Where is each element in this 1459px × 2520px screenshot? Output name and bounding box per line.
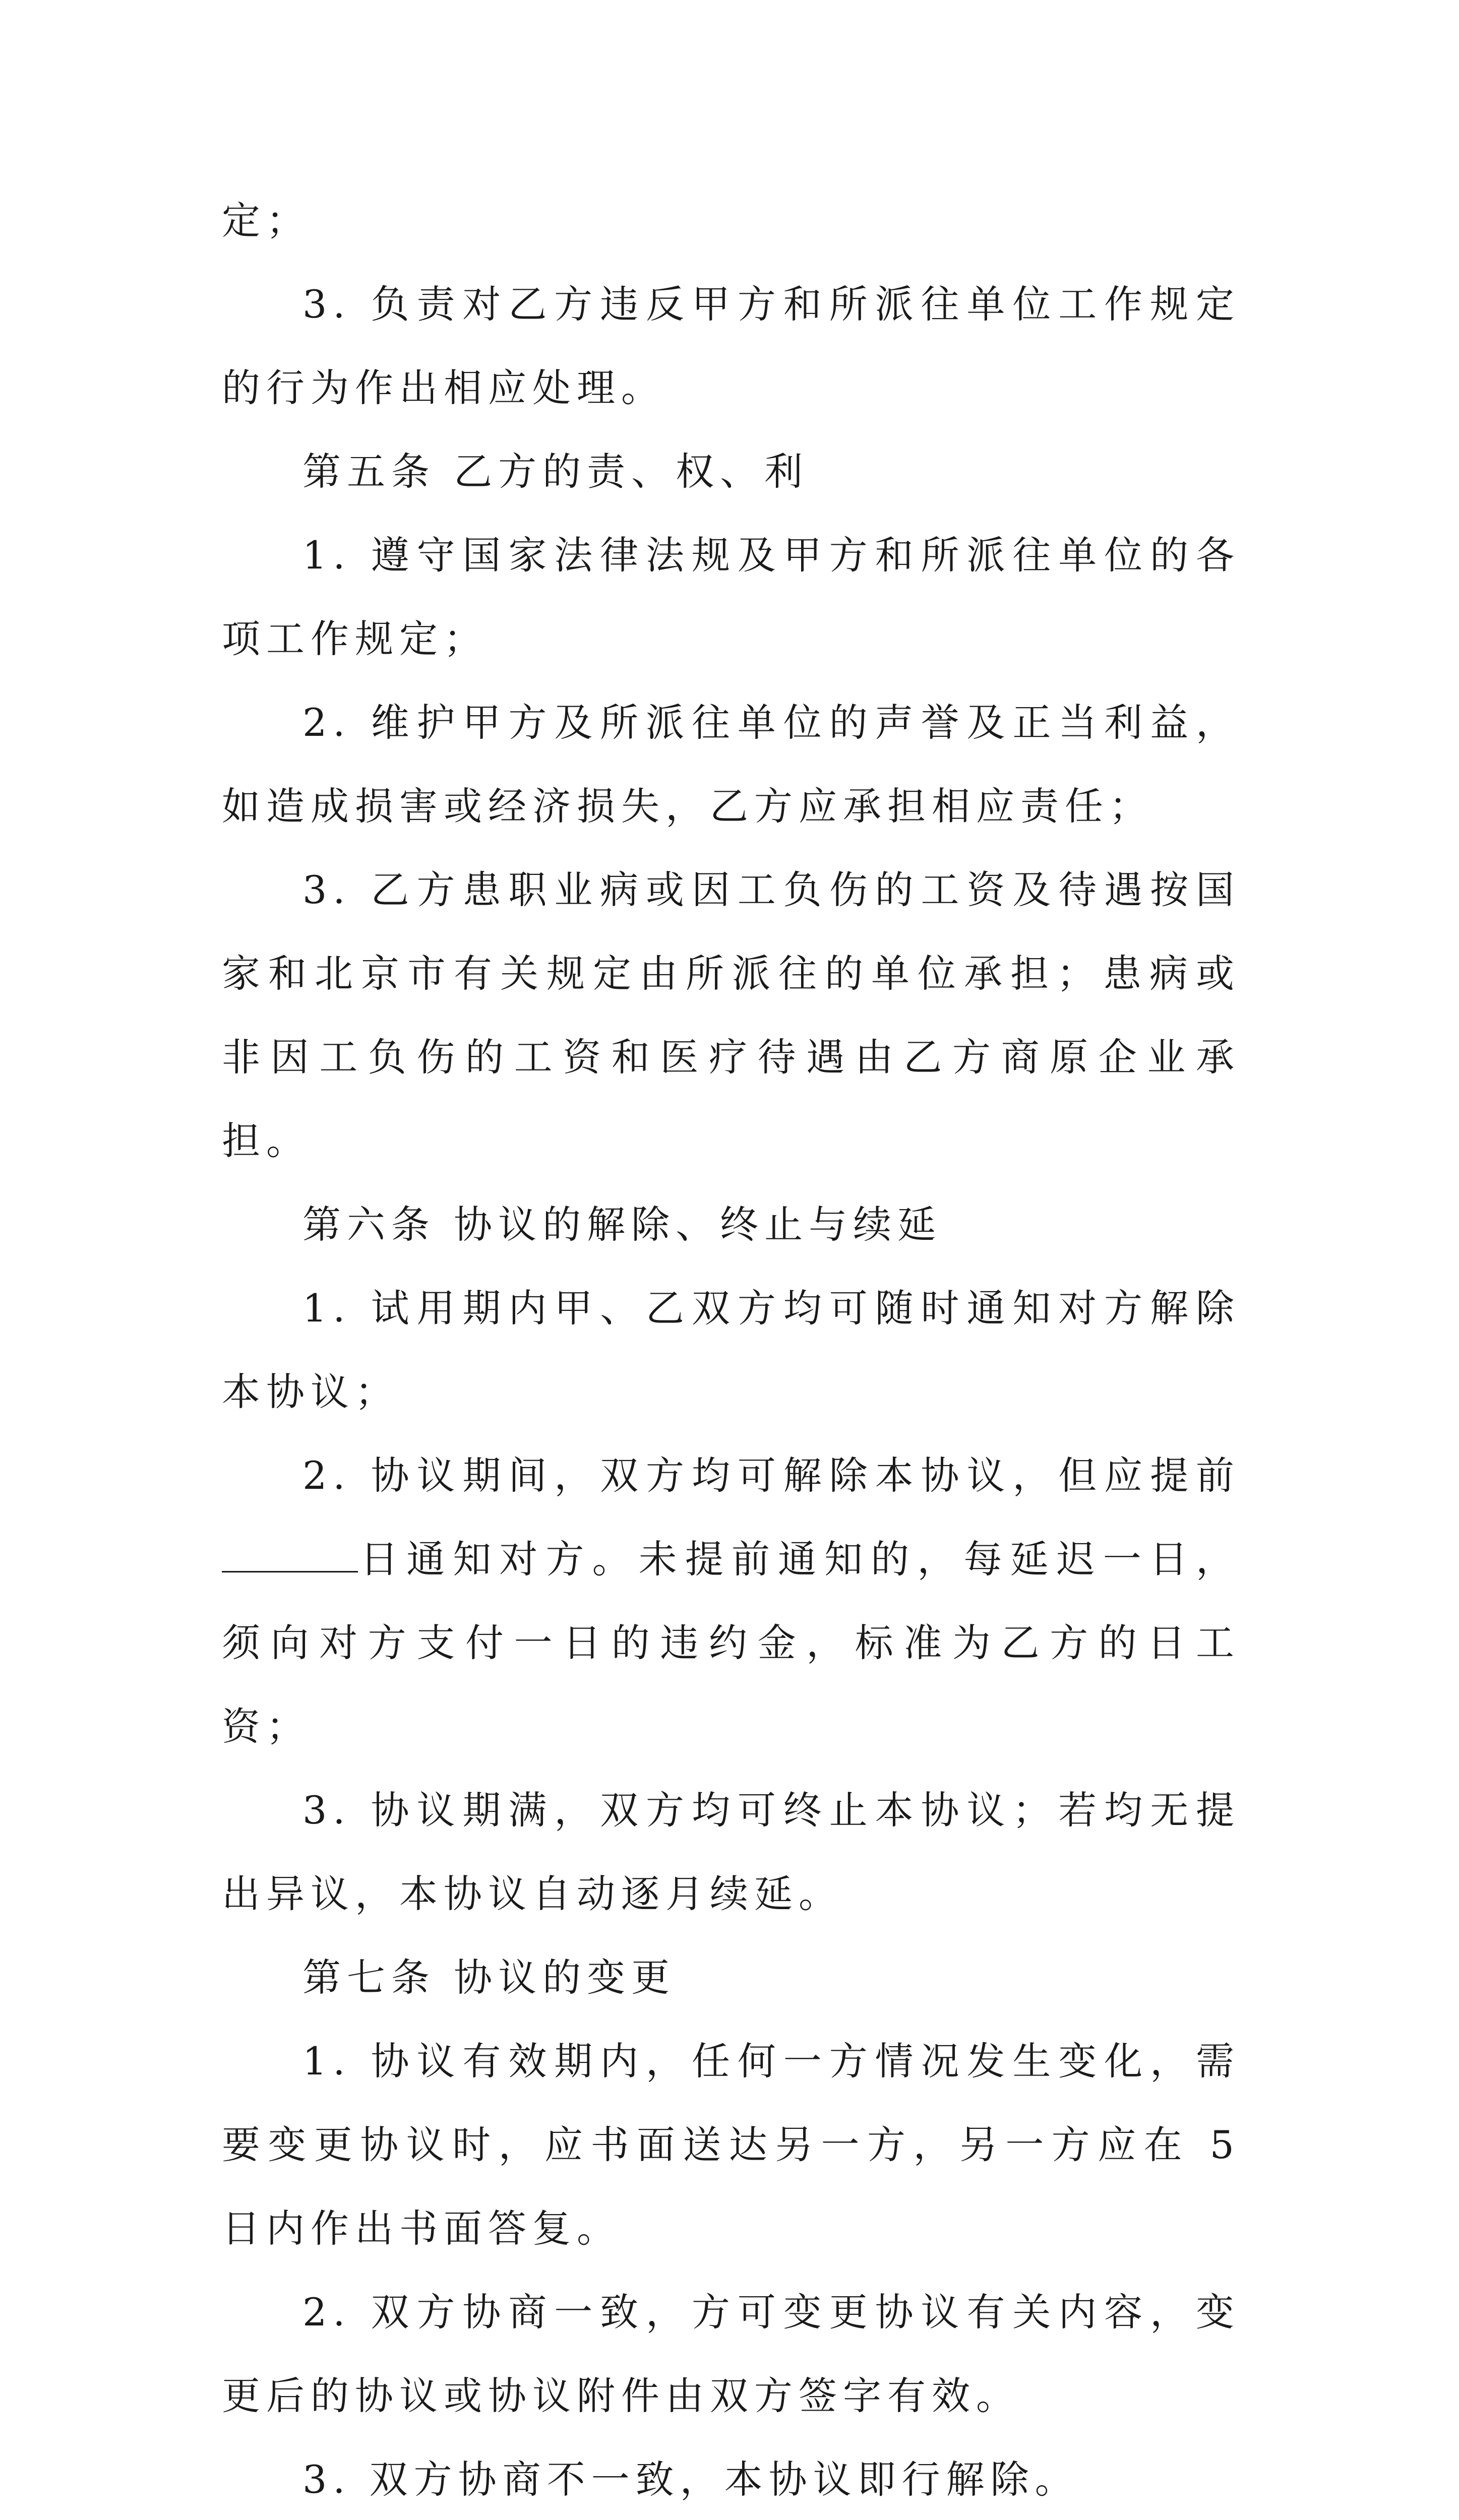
- article4-item3: 3. 负责对乙方违反甲方和所派往单位工作规定的行为作出相应处理。: [222, 282, 1240, 410]
- article5-item1: 1. 遵守国家法律法规及甲方和所派往单位的各项工作规定；: [222, 533, 1240, 661]
- article7-item2: 2. 双方协商一致，方可变更协议有关内容，变更后的协议或协议附件由双方签字有效。: [222, 2290, 1240, 2418]
- article5-heading: 第五条 乙方的责、权、利: [302, 449, 809, 494]
- notice-days-blank: [222, 1538, 358, 1572]
- document-body: [222, 179, 1240, 2520]
- article6-item1: 1. 试用期内甲、乙双方均可随时通知对方解除本协议；: [222, 1286, 1240, 1414]
- article6-item2: [222, 1434, 1240, 1769]
- article6-item3: 3. 协议期满，双方均可终止本协议；若均无提出异议，本协议自动逐月续延。: [222, 1788, 1240, 1916]
- article7-item1: 1. 协议有效期内，任何一方情况发生变化，需要变更协议时，应书面送达另一方，另一方应在 5 日内作出书面答复。: [222, 2039, 1240, 2251]
- paragraph-continuation: 定；: [222, 198, 311, 243]
- article5-item2: 2. 维护甲方及所派往单位的声誉及正当利益，如造成损害或经济损失，乙方应承担相应责任；: [222, 700, 1240, 829]
- article6-item2-text-after: 日通知对方。未提前通知的，每延迟一日，须向对方支付一日的违约金，标准为乙方的日工资；: [222, 1537, 1240, 1749]
- article7-heading: 第七条 协议的变更: [302, 1955, 676, 2000]
- article6-item2-text-before: 2. 协议期间，双方均可解除本协议，但应提前: [302, 1453, 1240, 1498]
- article5-item3: 3. 乙方患职业病或因工负伤的工资及待遇按国家和北京市有关规定由所派往的单位承担；患病或非因工负伤的工资和医疗待遇由乙方商原企业承担。: [222, 867, 1240, 1163]
- article6-heading: 第六条 协议的解除、终止与续延: [302, 1202, 942, 1247]
- article7-item3: 3. 双方协商不一致，本协议即行解除。: [302, 2457, 1079, 2502]
